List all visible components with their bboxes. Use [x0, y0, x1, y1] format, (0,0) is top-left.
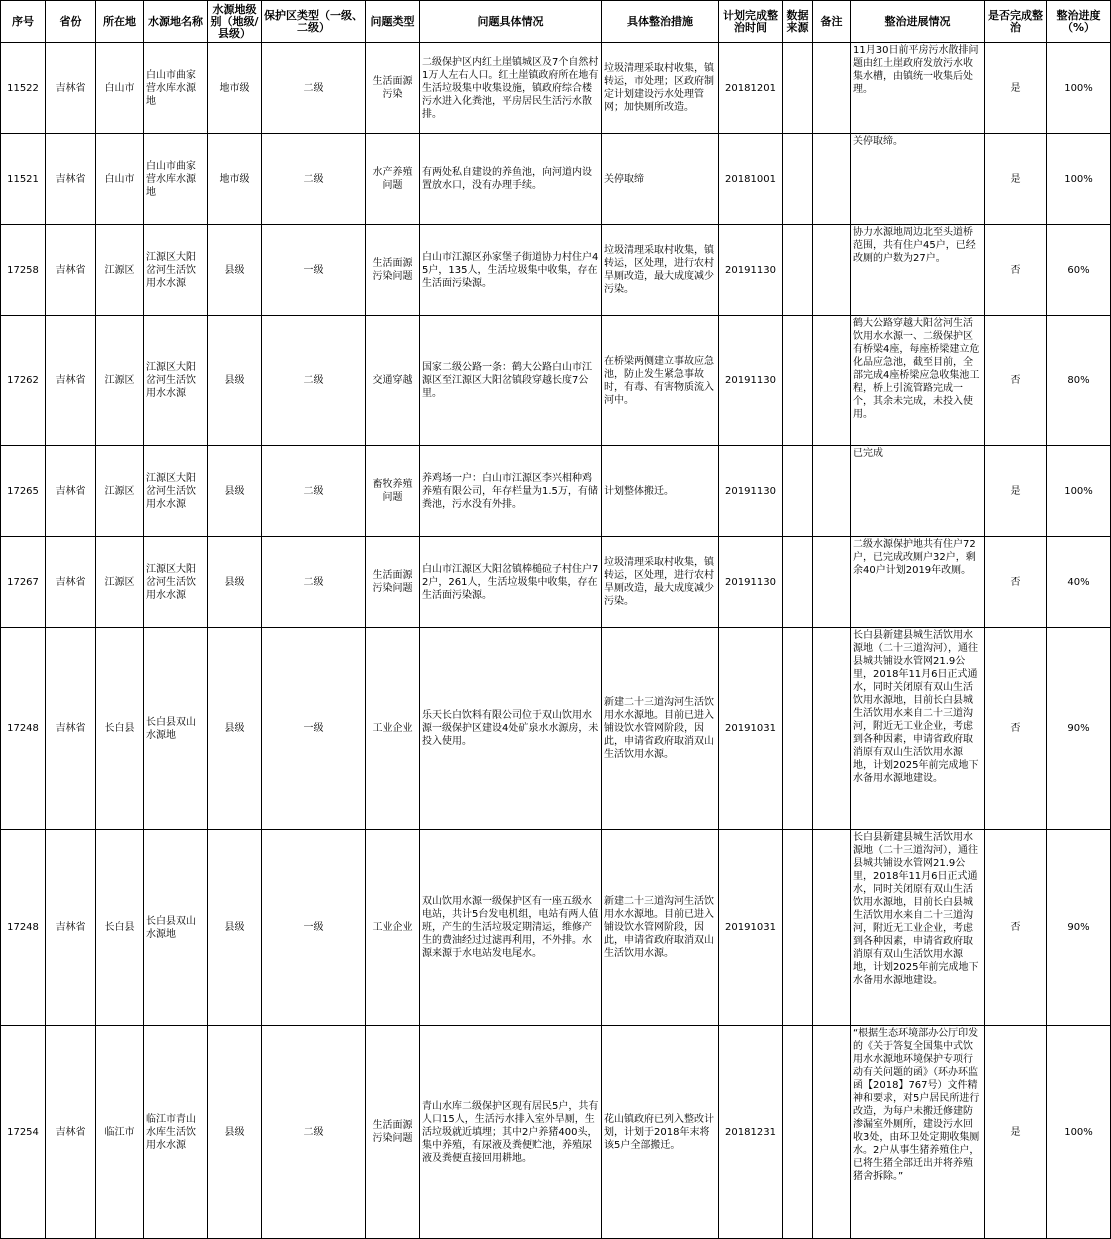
cell-zone-type: 一级 — [262, 830, 366, 1026]
cell-seq: 11521 — [1, 134, 46, 225]
cell-zone-type: 二级 — [262, 537, 366, 628]
cell-seq: 17258 — [1, 225, 46, 316]
cell-province: 吉林省 — [46, 43, 96, 134]
cell-level: 地市级 — [208, 134, 262, 225]
header-remark: 备注 — [813, 1, 851, 43]
cell-problem-detail: 白山市江源区大阳岔镇棒槌砬子村住户72户，261人，生活垃圾集中收集，存在生活面污染源。 — [420, 537, 602, 628]
cell-problem-type: 畜牧养殖问题 — [366, 446, 420, 537]
table-row — [1, 225, 1111, 316]
cell-completed: 是 — [985, 446, 1047, 537]
cell-data-source — [783, 537, 813, 628]
header-problem-type: 问题类型 — [366, 1, 420, 43]
table-row — [1, 1026, 1111, 1239]
cell-level: 地市级 — [208, 43, 262, 134]
cell-source-name: 临江市青山水库生活饮用水水源 — [144, 1026, 208, 1239]
table-row — [1, 43, 1111, 134]
cell-seq: 17262 — [1, 316, 46, 446]
cell-plan-time: 20181231 — [719, 1026, 783, 1239]
cell-data-source — [783, 446, 813, 537]
header-source-name: 水源地名称 — [144, 1, 208, 43]
cell-plan-time: 20191031 — [719, 628, 783, 830]
cell-problem-type: 生活面源污染问题 — [366, 225, 420, 316]
cell-progress: 长白县新建县城生活饮用水源地（二十三道沟河），通往县城共铺设水管网21.9公里，2018年11月6日正式通水，同时关闭原有双山生活饮用水源地，目前长白县城生活饮用水来自二十三道沟河，附近无工业企业，考虑到各种因素，申请省政府取消原有双山生活饮用水源地，计划2025年前完成地下水备用水源地建设。 — [851, 628, 985, 830]
cell-level: 县级 — [208, 225, 262, 316]
cell-completed: 否 — [985, 537, 1047, 628]
cell-percent: 100% — [1047, 446, 1111, 537]
cell-completed: 否 — [985, 830, 1047, 1026]
cell-data-source — [783, 43, 813, 134]
cell-plan-time: 20181201 — [719, 43, 783, 134]
header-plan-time: 计划完成整治时间 — [719, 1, 783, 43]
cell-problem-detail: 二级保护区内红土崖镇城区及7个自然村1万人左右人口。红土崖镇政府所在地有生活垃圾集中收集设施，镇政府综合楼污水进入化粪池，平房居民生活污水散排。 — [420, 43, 602, 134]
cell-zone-type: 二级 — [262, 316, 366, 446]
cell-seq: 11522 — [1, 43, 46, 134]
cell-percent: 90% — [1047, 628, 1111, 830]
cell-measures: 垃圾清理采取村收集，镇转运，区处理，进行农村旱厕改造，最大成度减少污染。 — [602, 537, 719, 628]
cell-location: 白山市 — [96, 134, 144, 225]
cell-plan-time: 20191130 — [719, 225, 783, 316]
cell-source-name: 长白县双山水源地 — [144, 628, 208, 830]
cell-data-source — [783, 134, 813, 225]
header-province: 省份 — [46, 1, 96, 43]
cell-seq: 17265 — [1, 446, 46, 537]
cell-remark — [813, 628, 851, 830]
cell-data-source — [783, 1026, 813, 1239]
cell-problem-type: 水产养殖问题 — [366, 134, 420, 225]
cell-problem-detail: 有两处私自建设的养鱼池，向河道内设置放水口，没有办理手续。 — [420, 134, 602, 225]
cell-measures: 在桥梁两侧建立事故应急池，防止发生紧急事故时，有毒、有害物质流入河中。 — [602, 316, 719, 446]
cell-completed: 否 — [985, 225, 1047, 316]
header-progress: 整治进展情况 — [851, 1, 985, 43]
cell-seq: 17248 — [1, 830, 46, 1026]
cell-problem-type: 工业企业 — [366, 830, 420, 1026]
cell-problem-detail: 乐天长白饮料有限公司位于双山饮用水源一级保护区建设4处矿泉水水源房，未投入使用。 — [420, 628, 602, 830]
cell-percent: 60% — [1047, 225, 1111, 316]
cell-plan-time: 20191130 — [719, 316, 783, 446]
cell-seq: 17248 — [1, 628, 46, 830]
cell-remark — [813, 830, 851, 1026]
cell-problem-detail: 养鸡场一户：白山市江源区李兴相种鸡养殖有限公司，年存栏量为1.5万，有储粪池，污水没有外排。 — [420, 446, 602, 537]
header-measures: 具体整治措施 — [602, 1, 719, 43]
cell-level: 县级 — [208, 446, 262, 537]
cell-location: 白山市 — [96, 43, 144, 134]
table-row — [1, 316, 1111, 446]
cell-zone-type: 二级 — [262, 446, 366, 537]
cell-problem-type: 工业企业 — [366, 628, 420, 830]
cell-measures: 新建二十三道沟河生活饮用水水源地。目前已进入铺设饮水管网阶段，因此，申请省政府取消双山生活饮用水源。 — [602, 830, 719, 1026]
cell-progress: 鹤大公路穿越大阳岔河生活饮用水水源一、二级保护区有桥梁4座，每座桥梁建立危化品应急池，截至目前，全部完成4座桥梁应急收集池工程，桥上引流管路完成一个，其余未完成，未投入使用。 — [851, 316, 985, 446]
cell-progress: “根据生态环境部办公厅印发的《关于答复全国集中式饮用水水源地环境保护专项行动有关问题的函》（环办环监函【2018】767号）文件精神和要求，对5户居民所进行改造，为每户未搬迁修建防渗漏室外厕所，建设污水回收3处，由环卫处定期收集厕水。2户从事生猪养殖住户，已将生猪全部迁出并将养殖猪舍拆除。” — [851, 1026, 985, 1239]
cell-measures: 垃圾清理采取村收集，镇转运，市处理；区政府制定计划建设污水处理管网；加快厕所改造。 — [602, 43, 719, 134]
cell-data-source — [783, 830, 813, 1026]
cell-zone-type: 二级 — [262, 134, 366, 225]
cell-location: 江源区 — [96, 225, 144, 316]
cell-source-name: 长白县双山水源地 — [144, 830, 208, 1026]
cell-zone-type: 二级 — [262, 1026, 366, 1239]
cell-province: 吉林省 — [46, 446, 96, 537]
cell-percent: 90% — [1047, 830, 1111, 1026]
cell-level: 县级 — [208, 830, 262, 1026]
cell-source-name: 江源区大阳岔河生活饮用水水源 — [144, 225, 208, 316]
cell-plan-time: 20191130 — [719, 537, 783, 628]
cell-progress: 二级水源保护地共有住户72户，已完成改厕户32户，剩余40户计划2019年改厕。 — [851, 537, 985, 628]
cell-plan-time: 20181001 — [719, 134, 783, 225]
table-row — [1, 537, 1111, 628]
cell-problem-detail: 国家二级公路一条：鹤大公路白山市江源区至江源区大阳岔镇段穿越长度7公里。 — [420, 316, 602, 446]
table-header — [1, 1, 1111, 43]
cell-percent: 100% — [1047, 134, 1111, 225]
header-completed: 是否完成整治 — [985, 1, 1047, 43]
cell-problem-type: 交通穿越 — [366, 316, 420, 446]
header-level: 水源地级别（地级/县级） — [208, 1, 262, 43]
cell-completed: 是 — [985, 1026, 1047, 1239]
cell-plan-time: 20191031 — [719, 830, 783, 1026]
cell-problem-type: 生活面源污染 — [366, 43, 420, 134]
cell-province: 吉林省 — [46, 628, 96, 830]
cell-completed: 是 — [985, 43, 1047, 134]
header-percent: 整治进度（%） — [1047, 1, 1111, 43]
table-row — [1, 628, 1111, 830]
cell-remark — [813, 225, 851, 316]
cell-percent: 80% — [1047, 316, 1111, 446]
cell-problem-type: 生活面源污染问题 — [366, 537, 420, 628]
cell-remark — [813, 43, 851, 134]
table-row — [1, 134, 1111, 225]
cell-source-name: 江源区大阳岔河生活饮用水水源 — [144, 537, 208, 628]
cell-progress: 11月30日前平房污水散排问题由红土崖政府发放污水收集水槽，由镇统一收集后处理。 — [851, 43, 985, 134]
cell-zone-type: 一级 — [262, 628, 366, 830]
header-location: 所在地 — [96, 1, 144, 43]
cell-problem-detail: 白山市江源区孙家堡子街道协力村住户45户，135人，生活垃圾集中收集，存在生活面污染源。 — [420, 225, 602, 316]
cell-remark — [813, 134, 851, 225]
cell-percent: 100% — [1047, 43, 1111, 134]
cell-completed: 否 — [985, 316, 1047, 446]
cell-progress: 关停取缔。 — [851, 134, 985, 225]
cell-zone-type: 二级 — [262, 43, 366, 134]
cell-level: 县级 — [208, 1026, 262, 1239]
cell-location: 江源区 — [96, 537, 144, 628]
cell-measures: 垃圾清理采取村收集，镇转运，区处理，进行农村旱厕改造，最大成度减少污染。 — [602, 225, 719, 316]
cell-level: 县级 — [208, 628, 262, 830]
table-row — [1, 830, 1111, 1026]
cell-completed: 否 — [985, 628, 1047, 830]
cell-remark — [813, 1026, 851, 1239]
cell-measures: 花山镇政府已列入整改计划，计划于2018年末将该5户全部搬迁。 — [602, 1026, 719, 1239]
cell-source-name: 江源区大阳岔河生活饮用水水源 — [144, 446, 208, 537]
cell-province: 吉林省 — [46, 316, 96, 446]
header-data-source: 数据来源 — [783, 1, 813, 43]
cell-source-name: 白山市曲家营水库水源地 — [144, 134, 208, 225]
cell-problem-detail: 青山水库二级保护区现有居民5户，共有人口15人，生活污水排入室外旱厕，生活垃圾就近填埋；其中2户养猪400头，集中养殖，有尿液及粪便贮池，养殖尿液及粪便直接回用耕地。 — [420, 1026, 602, 1239]
cell-progress: 已完成 — [851, 446, 985, 537]
cell-data-source — [783, 225, 813, 316]
cell-progress: 长白县新建县城生活饮用水源地（二十三道沟河），通往县城共铺设水管网21.9公里，2018年11月6日正式通水，同时关闭原有双山生活饮用水源地，目前长白县城生活饮用水来自二十三道沟河，附近无工业企业，考虑到各种因素，申请省政府取消原有双山生活饮用水源地，计划2025年前完成地下水备用水源地建设。 — [851, 830, 985, 1026]
cell-plan-time: 20191130 — [719, 446, 783, 537]
cell-province: 吉林省 — [46, 537, 96, 628]
table-row — [1, 446, 1111, 537]
cell-remark — [813, 316, 851, 446]
cell-measures: 新建二十三道沟河生活饮用水水源地。目前已进入铺设饮水管网阶段，因此，申请省政府取消双山生活饮用水源。 — [602, 628, 719, 830]
cell-data-source — [783, 628, 813, 830]
cell-location: 江源区 — [96, 316, 144, 446]
header-seq: 序号 — [1, 1, 46, 43]
header-row — [1, 1, 1111, 43]
cell-remark — [813, 446, 851, 537]
cell-measures: 计划整体搬迁。 — [602, 446, 719, 537]
cell-location: 长白县 — [96, 830, 144, 1026]
cell-province: 吉林省 — [46, 225, 96, 316]
cell-remark — [813, 537, 851, 628]
cell-level: 县级 — [208, 537, 262, 628]
cell-percent: 40% — [1047, 537, 1111, 628]
cell-level: 县级 — [208, 316, 262, 446]
cell-progress: 协力水源地周边北至头道桥范围，共有住户45户，已经改厕的户数为27户。 — [851, 225, 985, 316]
cell-seq: 17254 — [1, 1026, 46, 1239]
cell-province: 吉林省 — [46, 134, 96, 225]
cell-completed: 是 — [985, 134, 1047, 225]
cell-seq: 17267 — [1, 537, 46, 628]
cell-source-name: 江源区大阳岔河生活饮用水水源 — [144, 316, 208, 446]
cell-source-name: 白山市曲家营水库水源地 — [144, 43, 208, 134]
cell-problem-detail: 双山饮用水源一级保护区有一座五级水电站，共计5台发电机组，电站有两人值班，产生的生活垃圾定期清运，维修产生的费油经过过滤再利用，不外排。水源来源于水电站发电尾水。 — [420, 830, 602, 1026]
header-zone-type: 保护区类型（一级、二级） — [262, 1, 366, 43]
cell-measures: 关停取缔 — [602, 134, 719, 225]
cell-province: 吉林省 — [46, 830, 96, 1026]
table-body — [1, 43, 1111, 1239]
cell-percent: 100% — [1047, 1026, 1111, 1239]
cell-data-source — [783, 316, 813, 446]
cell-zone-type: 一级 — [262, 225, 366, 316]
cell-location: 江源区 — [96, 446, 144, 537]
cell-problem-type: 生活面源污染问题 — [366, 1026, 420, 1239]
cell-location: 长白县 — [96, 628, 144, 830]
cell-province: 吉林省 — [46, 1026, 96, 1239]
cell-location: 临江市 — [96, 1026, 144, 1239]
header-problem-detail: 问题具体情况 — [420, 1, 602, 43]
